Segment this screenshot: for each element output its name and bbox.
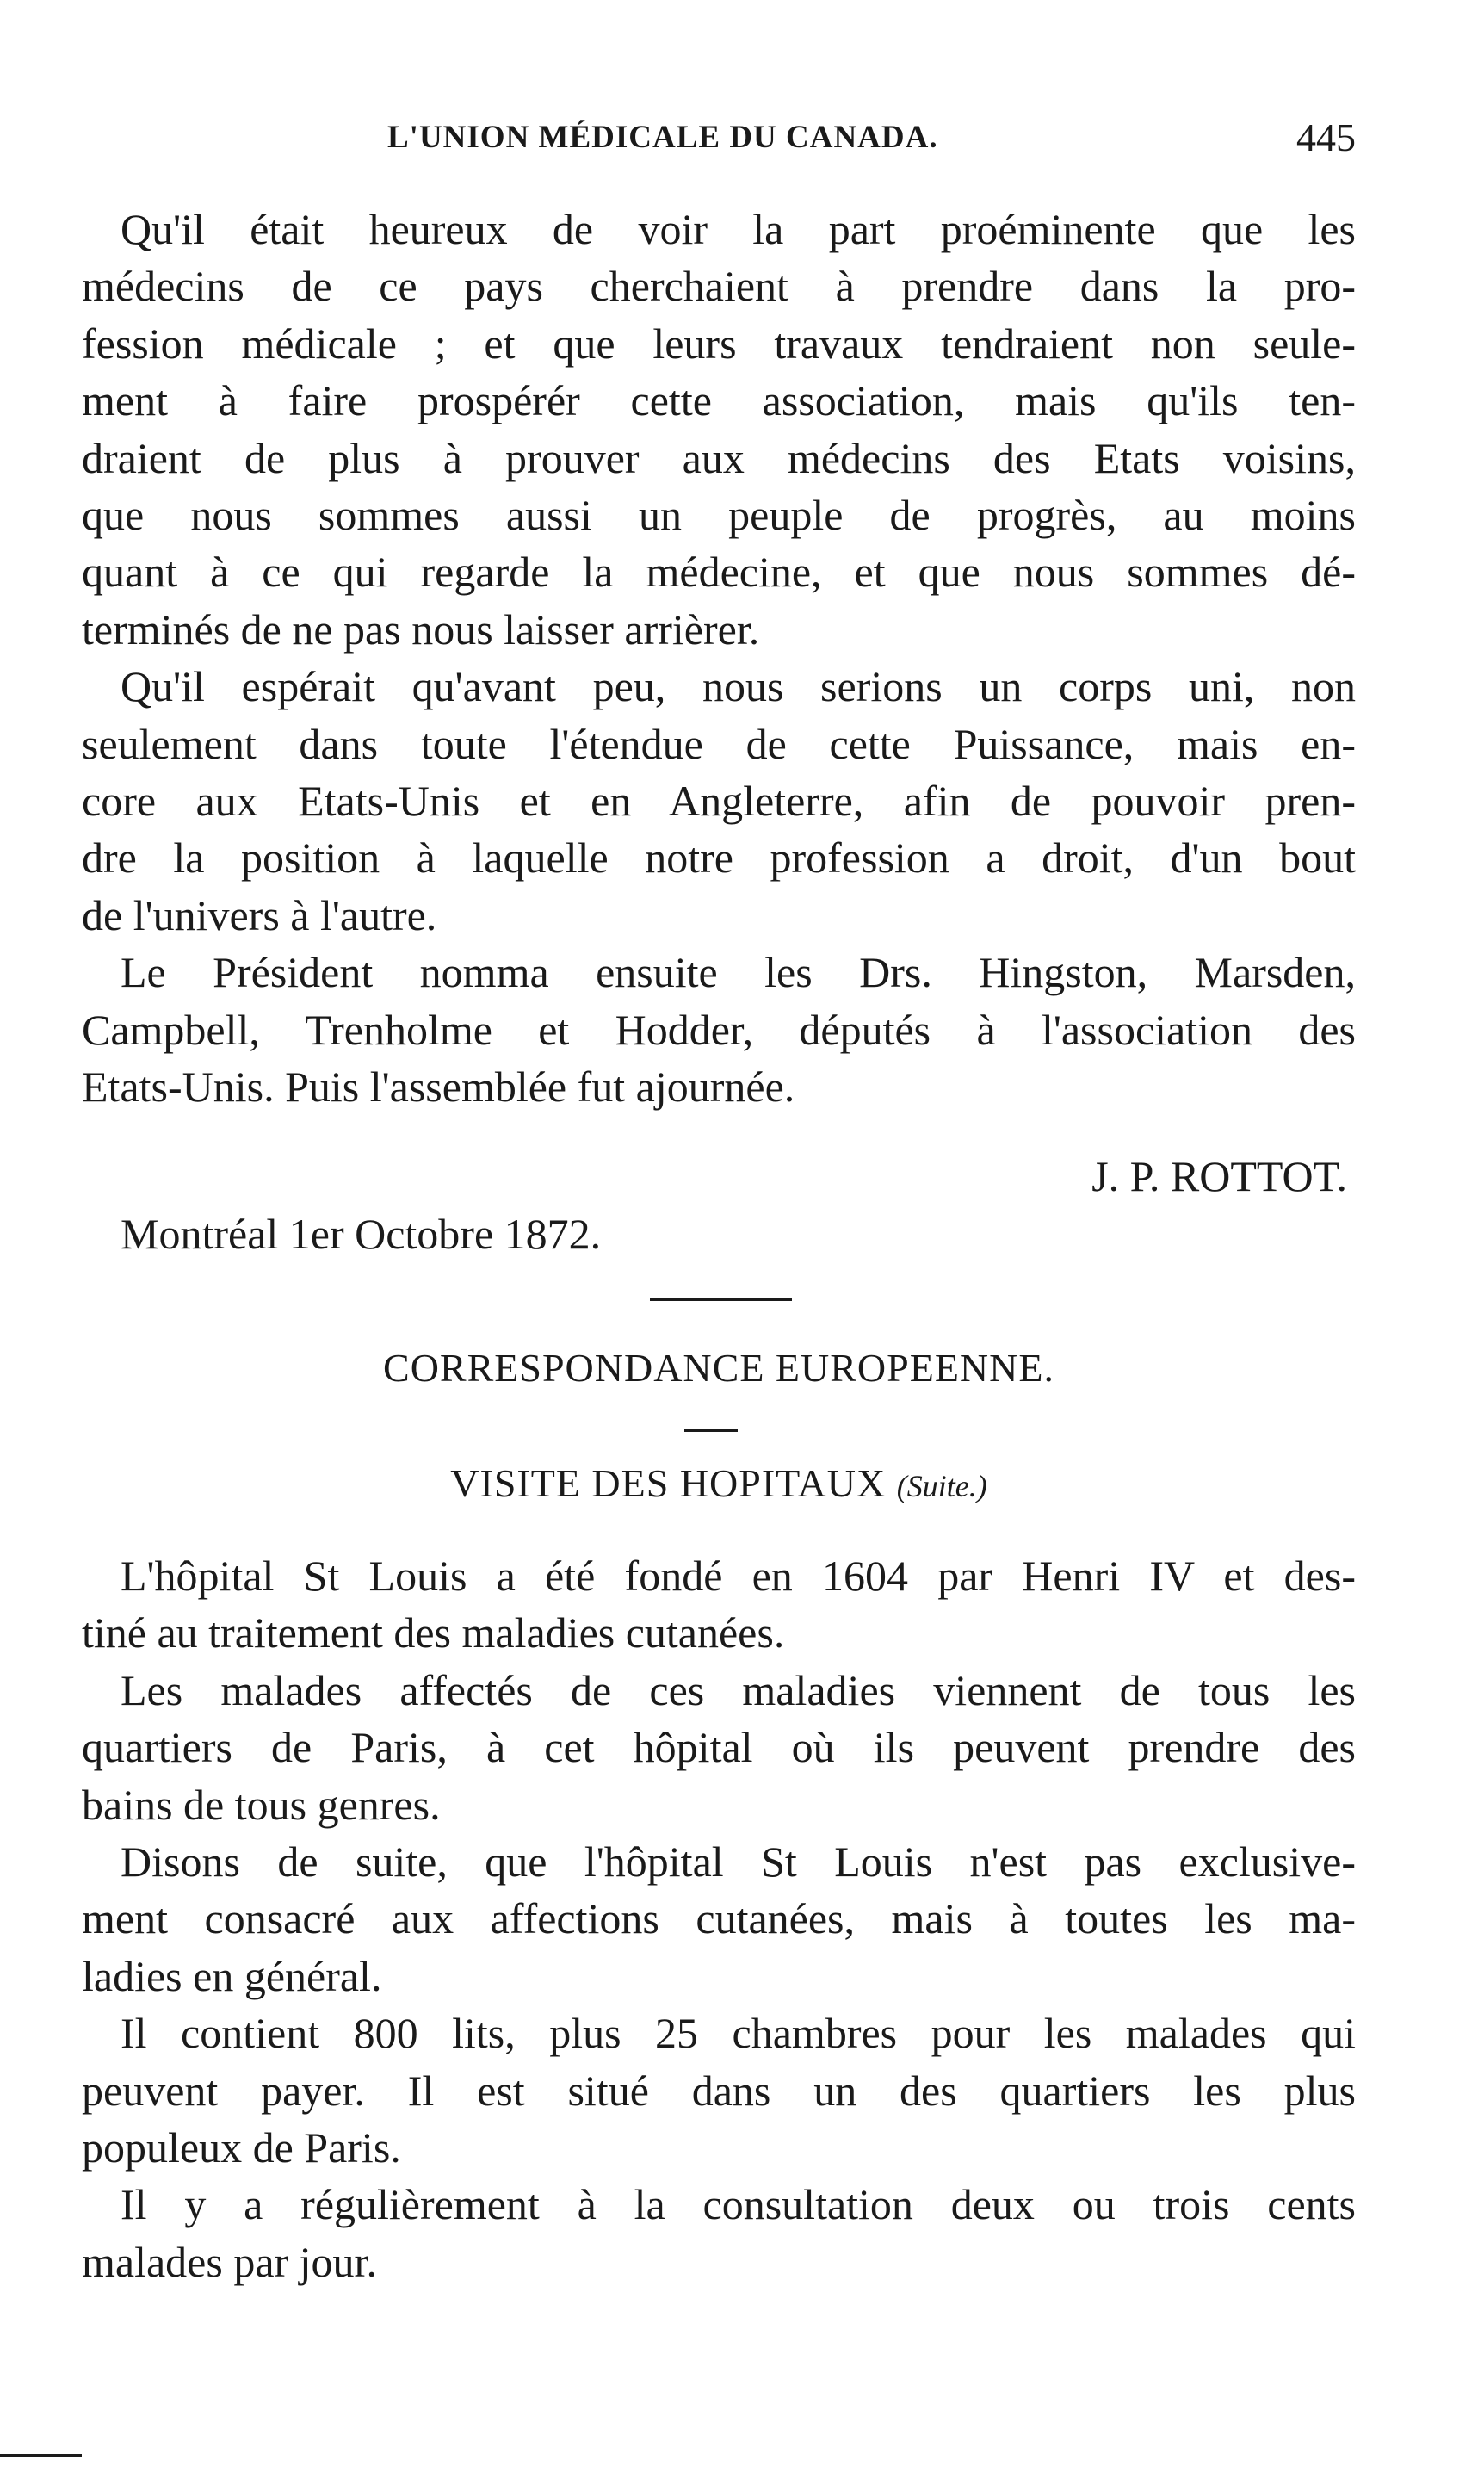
text-line: terminés de ne pas nous laisser arrièrer. (82, 604, 760, 654)
text-line: Il y a régulièrement à la consultation deux ou trois cents (121, 2180, 1356, 2229)
section-divider (650, 1298, 792, 1301)
text-line: core aux Etats-Unis et en Angleterre, afin de pouvoir pren- (82, 777, 1356, 826)
text-line: tiné au traitement des maladies cutanées. (82, 1608, 785, 1657)
paragraph (82, 1833, 1356, 2004)
paragraph (82, 1547, 1356, 1662)
text-line: Les malades affectés de ces maladies viennent de tous les (121, 1665, 1356, 1714)
text-line: Le Président nomma ensuite les Drs. Hingston, Marsden, (121, 948, 1356, 997)
text-line: seulement dans toute l'étendue de cette Puissance, mais en- (82, 719, 1356, 768)
text-line: ment à faire prospérér cette association, mais qu'ils ten- (82, 376, 1356, 425)
signature: J. P. ROTTOT. (1091, 1152, 1347, 1200)
paragraph (82, 2176, 1356, 2290)
date-line: Montréal 1er Octobre 1872. (121, 1210, 602, 1258)
scan-edge-mark (0, 2454, 82, 2457)
text-line: malades par jour. (82, 2237, 377, 2286)
paragraph (82, 944, 1356, 1115)
text-line: peuvent payer. Il est situé dans un des quartiers les plus (82, 2066, 1356, 2115)
article-body (82, 1547, 1356, 2290)
text-line: Qu'il était heureux de voir la part proéminente que les (121, 205, 1356, 253)
text-line: Campbell, Trenholme et Hodder, députés à l'association des (82, 1005, 1356, 1054)
text-line: dre la position à laquelle notre profession a droit, d'un bout (82, 833, 1356, 883)
sub-heading-text: VISITE DES HOPITAUX (450, 1461, 887, 1505)
page-header (82, 112, 1356, 164)
article-continuation (82, 201, 1356, 1116)
text-line: que nous sommes aussi un peuple de progrès, au moins (82, 491, 1356, 540)
paragraph (82, 201, 1356, 658)
paragraph (82, 658, 1356, 944)
text-line: médecins de ce pays cherchaient à prendre dans la pro- (82, 262, 1356, 311)
text-line: ladies en général. (82, 1951, 382, 2000)
section-heading: CORRESPONDANCE EUROPEENNE. (383, 1346, 1054, 1390)
text-line: Etats-Unis. Puis l'assemblée fut ajournée. (82, 1063, 795, 1112)
sub-heading (82, 1455, 1356, 1515)
text-line: quartiers de Paris, à cet hôpital où ils peuvent prendre des (82, 1723, 1356, 1772)
text-line: L'hôpital St Louis a été fondé en 1604 par Henri IV et des- (121, 1552, 1356, 1600)
running-title: L'UNION MÉDICALE DU CANADA. (387, 120, 938, 155)
text-line: de l'univers à l'autre. (82, 890, 437, 939)
text-line: quant à ce qui regarde la médecine, et que nous sommes dé- (82, 548, 1356, 597)
text-line: bains de tous genres. (82, 1780, 441, 1829)
heading-divider (684, 1429, 738, 1432)
sub-heading-suite: (Suite.) (896, 1469, 987, 1503)
text-line: populeux de Paris. (82, 2123, 401, 2172)
paragraph (82, 1662, 1356, 1833)
paragraph (82, 2004, 1356, 2176)
text-line: Il contient 800 lits, plus 25 chambres pour les malades qui (121, 2009, 1356, 2058)
text-line: Disons de suite, que l'hôpital St Louis n'est pas exclusive- (121, 1837, 1356, 1887)
text-line: Qu'il espérait qu'avant peu, nous serions un corps uni, non (121, 662, 1356, 711)
text-line: fession médicale ; et que leurs travaux tendraient non seule- (82, 319, 1356, 368)
page-number: 445 (1296, 115, 1356, 159)
text-line: ment consacré aux affections cutanées, mais à toutes les ma- (82, 1894, 1356, 1943)
text-line: draient de plus à prouver aux médecins des Etats voisins, (82, 433, 1356, 482)
